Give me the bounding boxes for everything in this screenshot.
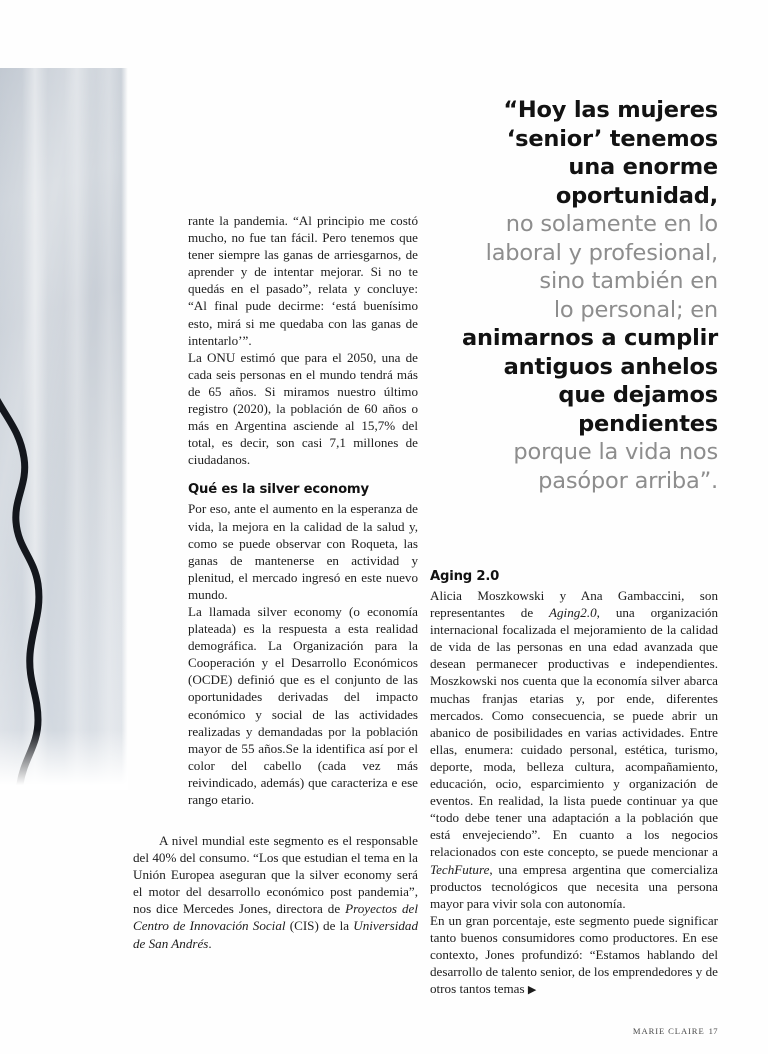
article-photo	[0, 68, 128, 790]
body-paragraph	[133, 832, 418, 952]
paragraph-text: A nivel mundial este segmento es el responsable del 40% del consumo. “Los que estudian el tema en la Unión Europea aseguran que la silver economy será el motor del desarrollo económico post pandemia”, nos dice Mercedes Jones, directora de	[133, 833, 418, 917]
paragraph-spacer	[188, 468, 418, 481]
body-paragraph	[430, 912, 718, 997]
photo-bottom-fade	[0, 730, 128, 790]
body-paragraph: La ONU estimó que para el 2050, una de cada seis personas en el mundo tendrá más de 65 años. Si miramos nuestro último registro (2020), la población de 60 años o más en Argentina asciende al 15,7% del total, es decir, son casi 7,1 millones de ciudadanos.	[188, 349, 418, 468]
paragraph-text: En un gran porcentaje, este segmento puede significar tanto buenos consumidores como productores. En ese contexto, Jones profundizó: “Estamos hablando del desarrollo de talento senior, de los emprendedores y de otros tantos temas	[430, 912, 718, 997]
pull-quote-line: pasópor arriba”.	[538, 467, 718, 494]
paragraph-text: , una organización internacional focalizada el mejoramiento de la calidad de vida de las personas en una edad avanzada que desean permanecer productivas e independientes. Moszkowski nos cuenta que la economía silver abarca muchas franjas etarias y, por ende, diferentes mercados. Como consecuencia, se puede abrir un abanico de posibilidades en varias actividades. Entre ellas, enumera: cuidado personal, estética, turismo, deporte, moda, belleza cultura, acompañamiento, educación, ocio, esparcimiento y organización de eventos. En realidad, la lista puede continuar ya que “todo debe tener una adaptación a la población que está envejeciendo”. En cuanto a los negocios relacionados con este concepto, se puede mencionar a	[430, 605, 718, 860]
italic-title: Aging2.0	[549, 605, 597, 621]
body-paragraph: rante la pandemia. “Al principio me costó mucho, no fue tan fácil. Pero tenemos que tener siempre las ganas de arriesgarnos, de aprender y de intentar mejorar. Si no te quedás en el pasado”, relata y concluye: “Al final pude decirme: ‘está buenísimo esto, mirá si me quedaba con las ganas de intentarlo’”.	[188, 213, 418, 348]
pull-quote-line: una enorme	[568, 154, 718, 180]
publication-name: MARIE CLAIRE	[632, 1026, 705, 1036]
paragraph-text: , una empresa argentina que comercializa productos tecnológicos que necesita una persona mayor para vivir sola con autonomía.	[430, 861, 718, 911]
body-paragraph	[430, 587, 718, 912]
pull-quote-line: porque la vida nos	[513, 439, 718, 465]
section-heading-silver-economy: Qué es la silver economy	[188, 482, 369, 498]
pull-quote-line: oportunidad,	[555, 182, 718, 209]
page-footer	[633, 1026, 718, 1036]
pull-quote-line: antiguos anhelos	[503, 353, 718, 380]
italic-title: TechFuture	[430, 861, 490, 877]
pull-quote-line: pendientes	[578, 410, 718, 437]
continuation-arrow-icon: ▶	[527, 983, 537, 997]
photo-fold	[64, 68, 90, 790]
pull-quote	[428, 96, 718, 495]
italic-title: Proyectos del Centro de Innovación Social	[133, 901, 418, 934]
right-column	[430, 568, 718, 997]
pull-quote-line: laboral y profesional,	[485, 239, 718, 266]
pull-quote-line: animarnos a cumplir	[462, 325, 718, 351]
left-column-upper	[188, 212, 418, 808]
pull-quote-line: no solamente en lo	[505, 211, 718, 237]
pull-quote-line: “Hoy las mujeres	[503, 97, 718, 123]
paragraph-text: (CIS) de la	[285, 918, 354, 934]
pull-quote-line: sino también en	[539, 268, 718, 294]
pull-quote-line: lo personal; en	[553, 296, 718, 323]
paragraph-text: Alicia Moszkowski y Ana Gambaccini, son representantes de	[430, 588, 718, 621]
pull-quote-line: que dejamos	[558, 382, 718, 408]
section-heading-aging-2-0: Aging 2.0	[430, 569, 500, 584]
body-paragraph: Por eso, ante el aumento en la esperanza de vida, la mejora en la calidad de la salud y, como se puede observar con Roqueta, las ganas de mantenerse en actividad y plenitud, el mercado ingresó en este nuevo mundo.	[188, 501, 418, 602]
body-paragraph: La llamada silver economy (o economía plateada) es la respuesta a esta realidad demográfica. La Organización para la Cooperación y el Desarrollo Económicos (OCDE) definió que es el conjunto de las oportunidades derivadas del impacto económico y social de las actividades realizadas y demandadas por la población mayor de 55 años.Se la identifica así por el color del cabello (cada vez más reivindicado, además) que caracteriza e ese rango etario.	[188, 603, 418, 807]
photo-right-edge	[121, 68, 128, 790]
italic-title: Universidad de San Andrés	[133, 918, 418, 951]
left-column-lower	[133, 832, 418, 952]
paragraph-text: .	[208, 935, 212, 951]
pull-quote-line: ‘senior’ tenemos	[506, 125, 718, 152]
photo-fold	[96, 68, 122, 790]
page-number: 17	[708, 1026, 718, 1036]
